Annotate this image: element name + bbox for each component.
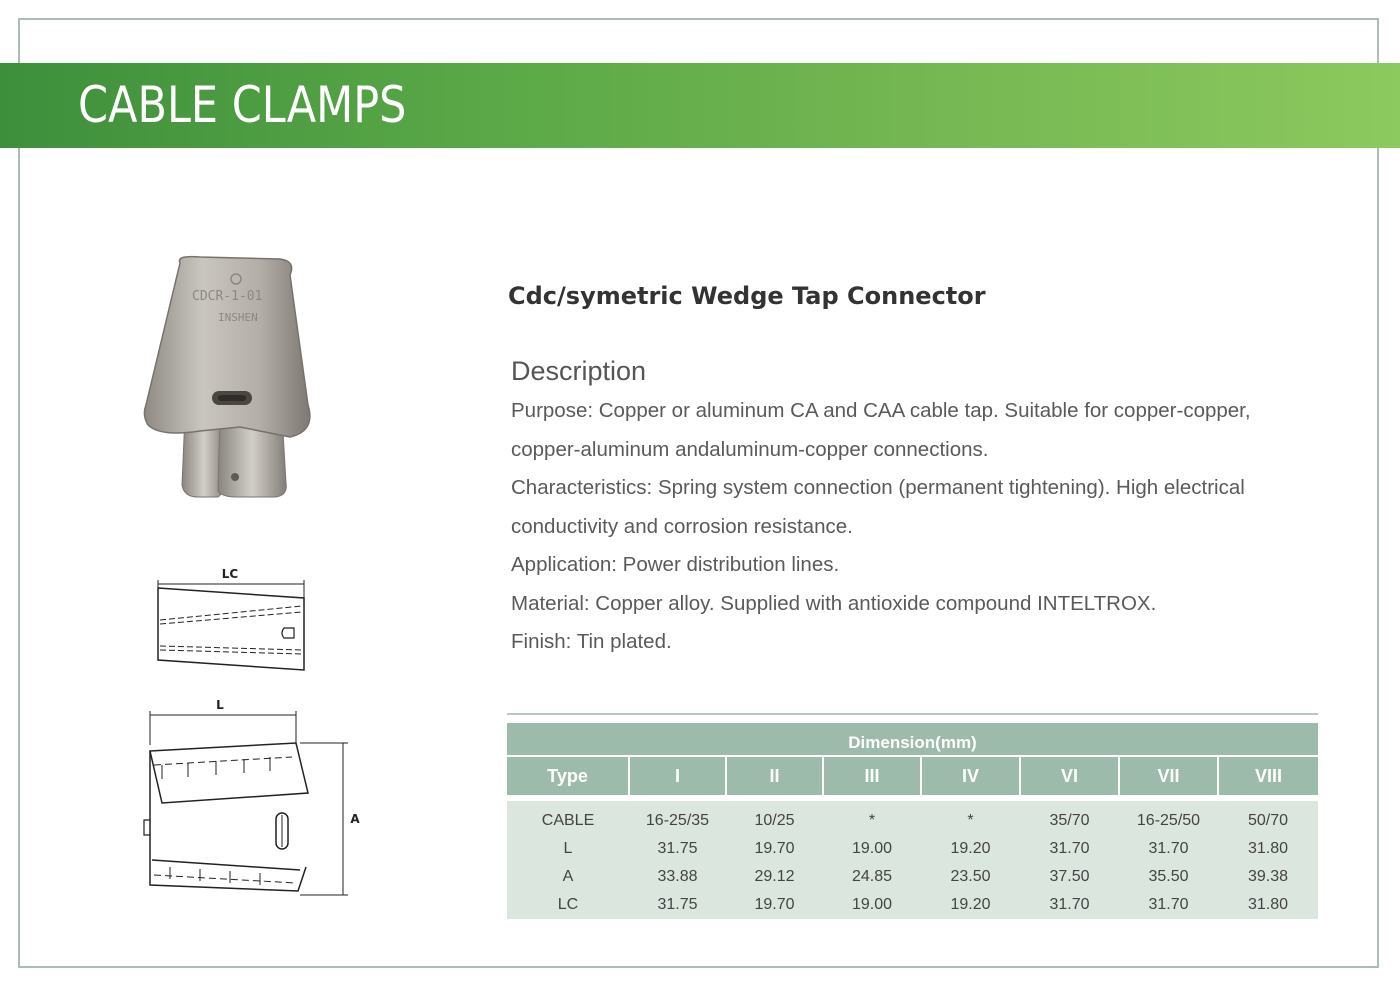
table-cell: 24.85 [823,863,921,891]
description-line: Characteristics: Spring system connection (permanent tightening). High electrical [511,476,1245,499]
photo-marking-2: INSHEN [218,311,258,324]
table-cell: 23.50 [921,863,1020,891]
table-cell: 33.88 [629,863,726,891]
table-caption: Dimension(mm) [507,723,1318,755]
table-cell: 19.00 [823,835,921,863]
table-cell: LC [507,891,629,919]
table-cell: 16-25/50 [1119,801,1218,835]
table-cell: 19.00 [823,891,921,919]
description-line: copper-aluminum andaluminum-copper connections. [511,437,989,461]
table-cell: 31.75 [629,835,726,863]
column-header: I [629,756,726,795]
column-header: VI [1020,756,1119,795]
table-cell: 35.50 [1119,863,1218,891]
table-cell: 31.80 [1218,891,1318,919]
table-row [507,863,1318,891]
table-cell: 19.20 [921,835,1020,863]
table-cell: 39.38 [1218,863,1318,891]
dimension-grid [507,755,1318,919]
table-cell: 31.80 [1218,835,1318,863]
product-photo [140,255,340,505]
table-cell: 31.70 [1119,891,1218,919]
table-cell: 35/70 [1020,801,1119,835]
table-cell: 50/70 [1218,801,1318,835]
column-header: II [726,756,823,795]
photo-marking-1: CDCR-1-01 [192,289,263,304]
lc-label: LC [221,567,239,581]
header-banner [0,63,1400,148]
table-row [507,891,1318,919]
banner-title: CABLE CLAMPS [78,76,407,134]
column-header: VII [1119,756,1218,795]
table-cell: 19.20 [921,891,1020,919]
table-cell: 10/25 [726,801,823,835]
table-cell: CABLE [507,801,629,835]
table-cell: 16-25/35 [629,801,726,835]
table-cell: 31.70 [1020,891,1119,919]
dimension-table [507,713,1318,919]
description-heading: Description [511,356,647,386]
table-cell: A [507,863,629,891]
description-line: conductivity and corrosion resistance. [511,514,853,538]
description-line: Finish: Tin plated. [511,630,672,653]
table-cell: 31.70 [1020,835,1119,863]
table-cell: 37.50 [1020,863,1119,891]
lc-drawing [148,562,318,677]
description-line: Purpose: Copper or aluminum CA and CAA cable tap. Suitable for copper-copper, [511,399,1251,422]
table-header-row [507,756,1318,795]
product-title: Cdc/symetric Wedge Tap Connector [508,282,986,310]
table-row [507,835,1318,863]
l-label: L [216,698,224,712]
table-cell: L [507,835,629,863]
a-label: A [350,812,360,826]
table-divider [507,713,1318,715]
description-line: Application: Power distribution lines. [511,553,840,576]
table-cell: * [823,801,921,835]
la-drawing [140,695,370,900]
table-cell: * [921,801,1020,835]
description-body [511,392,1331,662]
column-header: Type [507,756,629,795]
table-cell: 29.12 [726,863,823,891]
table-cell: 19.70 [726,891,823,919]
table-cell: 19.70 [726,835,823,863]
table-cell: 31.70 [1119,835,1218,863]
table-cell: 31.75 [629,891,726,919]
description-line: Material: Copper alloy. Supplied with antioxide compound INTELTROX. [511,591,1157,615]
column-header: III [823,756,921,795]
column-header: IV [921,756,1020,795]
table-row [507,801,1318,835]
column-header: VIII [1218,756,1318,795]
